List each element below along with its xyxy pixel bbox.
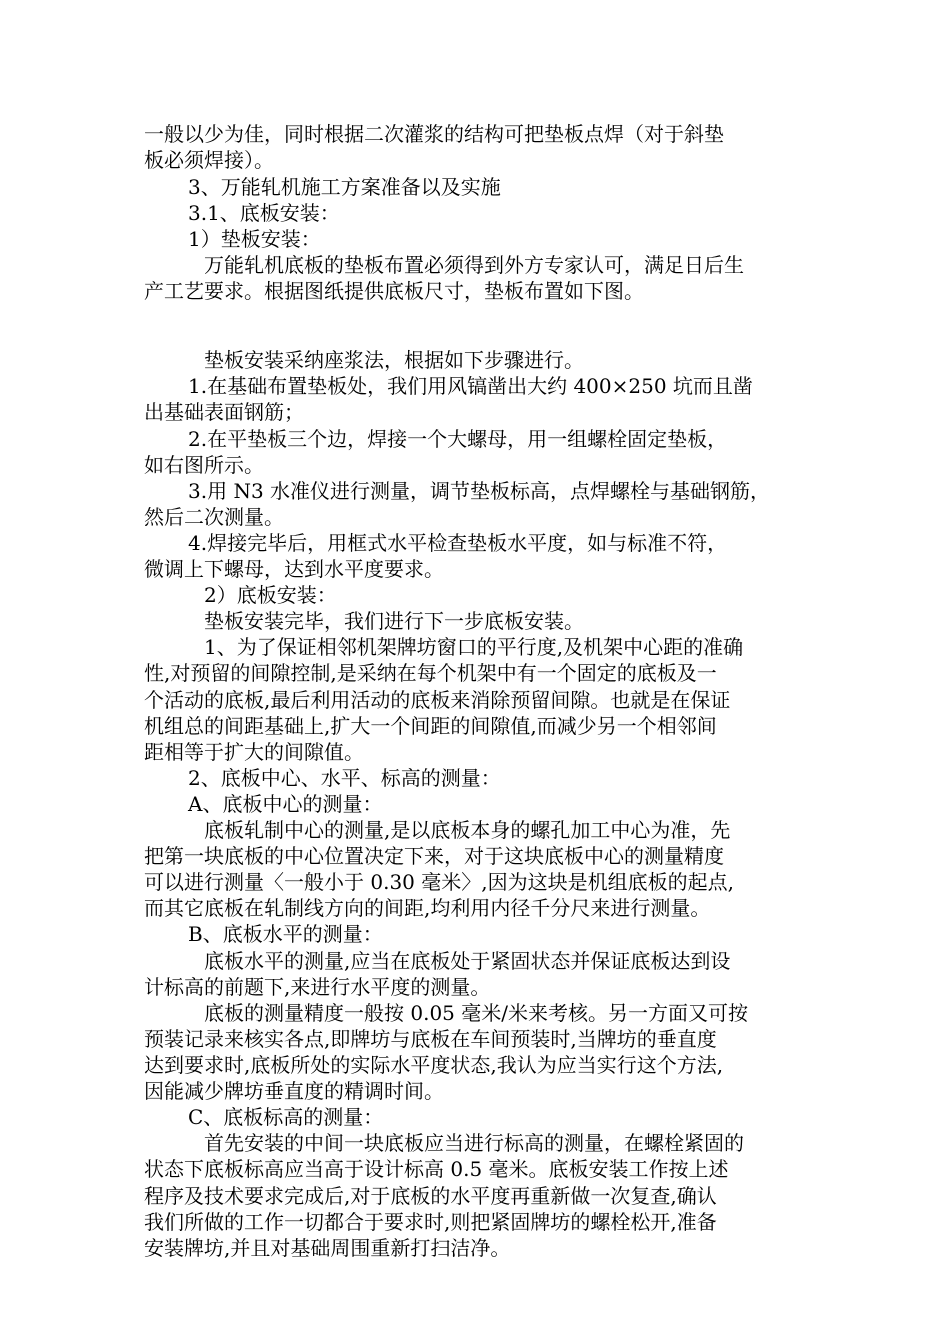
text-line: 微调上下螺母，达到水平度要求。 (144, 557, 444, 581)
text-line: 垫板安装采纳座浆法，根据如下步骤进行。 (204, 348, 584, 372)
text-line: 而其它底板在轧制线方向的间距,均利用内径千分尺来进行测量。 (144, 896, 711, 920)
text-line: 个活动的底板,最后利用活动的底板来消除预留间隙。也就是在保证 (144, 688, 731, 712)
text-line: 如右图所示。 (144, 453, 264, 477)
subsection-heading: A、底板中心的测量： (188, 792, 383, 816)
text-line: 机组总的间距基础上,扩大一个间距的间隙值,而减少另一个相邻间 (144, 714, 717, 738)
text-line: 板必须焊接）。 (144, 148, 274, 172)
text-line: 一般以少为佳，同时根据二次灌浆的结构可把垫板点焊（对于斜垫 (144, 122, 724, 146)
text-line: 可以进行测量〈一般小于 0.30 毫米〉,因为这块是机组底板的起点, (144, 870, 734, 894)
text-line: 距相等于扩大的间隙值。 (144, 740, 364, 764)
subsection-heading: B、底板水平的测量： (188, 922, 383, 946)
text-line: 状态下底板标高应当高于设计标高 0.5 毫米。底板安装工作按上述 (144, 1157, 729, 1181)
text-line: 计标高的前题下,来进行水平度的测量。 (144, 975, 491, 999)
text-line: 底板水平的测量,应当在底板处于紧固状态并保证底板达到设 (204, 949, 731, 973)
text-line: 然后二次测量。 (144, 505, 284, 529)
step-line: 1.在基础布置垫板处，我们用风镐凿出大约 400×250 坑而且凿 (188, 374, 753, 398)
text-line: 性,对预留的间隙控制,是采纳在每个机架中有一个固定的底板及一 (144, 661, 717, 685)
subsection-heading: 2、底板中心、水平、标高的测量： (188, 766, 501, 790)
text-line: 程序及技术要求完成后,对于底板的水平度再重新做一次复查,确认 (144, 1184, 717, 1208)
subsection-heading: 3.1、底板安装： (188, 201, 340, 225)
text-line: 1、为了保证相邻机架牌坊窗口的平行度,及机架中心距的准确 (204, 635, 744, 659)
step-line: 3.用 N3 水准仪进行测量，调节垫板标高，点焊螺栓与基础钢筋， (188, 479, 771, 503)
text-line: 预装记录来核实各点,即牌坊与底板在车间预装时,当牌坊的垂直度 (144, 1027, 717, 1051)
subsection-heading: C、底板标高的测量： (188, 1105, 384, 1129)
subsection-heading: 2）底板安装： (204, 583, 337, 607)
text-line: 万能轧机底板的垫板布置必须得到外方专家认可，满足日后生 (204, 253, 744, 277)
text-line: 首先安装的中间一块底板应当进行标高的测量，在螺栓紧固的 (204, 1131, 744, 1155)
section-heading: 3、万能轧机施工方案准备以及实施 (188, 175, 501, 199)
text-line: 底板轧制中心的测量,是以底板本身的螺孔加工中心为准，先 (204, 818, 731, 842)
step-line: 2.在平垫板三个边，焊接一个大螺母，用一组螺栓固定垫板， (188, 427, 728, 451)
text-line: 出基础表面钢筋； (144, 400, 304, 424)
text-line: 产工艺要求。根据图纸提供底板尺寸，垫板布置如下图。 (144, 279, 644, 303)
text-line: 因能减少牌坊垂直度的精调时间。 (144, 1079, 444, 1103)
text-line: 底板的测量精度一般按 0.05 毫米/米来考核。另一方面又可按 (204, 1001, 748, 1025)
text-line: 达到要求时,底板所处的实际水平度状态,我认为应当实行这个方法, (144, 1053, 724, 1077)
step-line: 4.焊接完毕后，用框式水平检查垫板水平度，如与标准不符， (188, 531, 728, 555)
text-line: 安装牌坊,并且对基础周围重新打扫洁净。 (144, 1236, 511, 1260)
subsection-heading: 1）垫板安装： (188, 227, 321, 251)
text-line: 把第一块底板的中心位置决定下来，对于这块底板中心的测量精度 (144, 844, 724, 868)
text-line: 我们所做的工作一切都合于要求时,则把紧固牌坊的螺栓松开,准备 (144, 1210, 717, 1234)
text-line: 垫板安装完毕，我们进行下一步底板安装。 (204, 609, 584, 633)
